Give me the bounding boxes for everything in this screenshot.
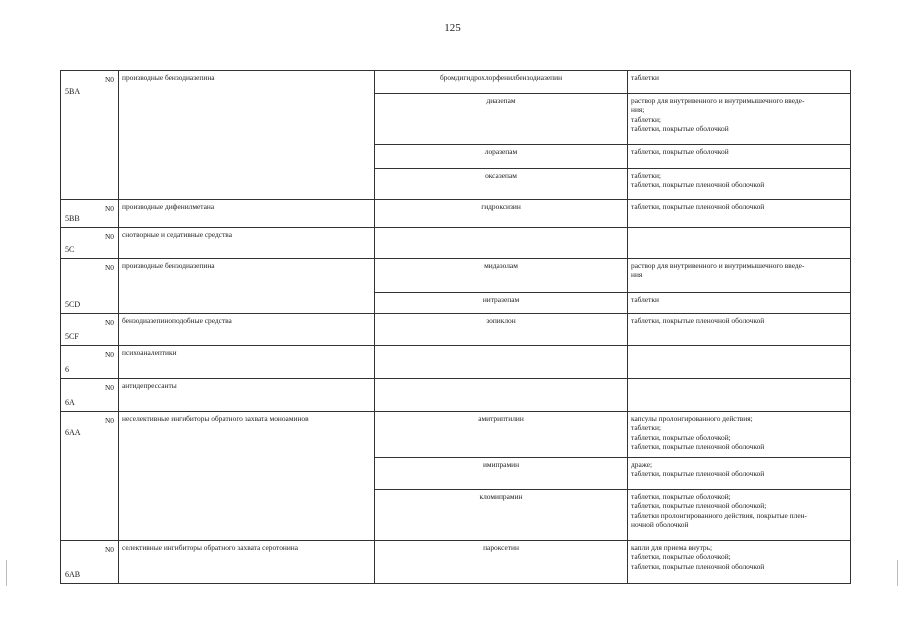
dosage-form-line: таблетки <box>631 73 659 82</box>
code-suffix: N0 <box>104 318 114 327</box>
drug-name: имипрамин <box>375 458 628 490</box>
atc-code-cell <box>61 541 119 584</box>
dosage-form-line: раствор для внутривенного и внутримышечного введе- <box>631 261 805 270</box>
dosage-form-line: таблетки пролонгированного действия, покрытые плен- <box>631 510 808 520</box>
dosage-forms <box>628 346 851 379</box>
atc-code-cell <box>61 259 119 314</box>
scan-edge-mark-right <box>897 560 898 586</box>
pharmacological-group: производные дифенилметана <box>119 200 375 228</box>
dosage-form-line: раствор для внутривенного и внутримышечного введе- <box>631 96 805 105</box>
dosage-form-line: таблетки; <box>631 114 661 124</box>
table-row <box>61 228 851 259</box>
atc-code: 5BB <box>65 213 80 223</box>
table-row <box>61 314 851 346</box>
table-row <box>61 200 851 228</box>
atc-code-cell <box>61 71 119 200</box>
pharmacological-group: снотворные и седативные средства <box>119 228 375 259</box>
pharmacological-group: производные бензодиазепина <box>119 71 375 200</box>
dosage-forms <box>628 228 851 259</box>
table-row <box>61 346 851 379</box>
dosage-forms <box>628 259 851 293</box>
table-row <box>61 71 851 94</box>
dosage-forms <box>628 200 851 228</box>
dosage-forms <box>628 458 851 490</box>
dosage-form-line: таблетки, покрытые оболочкой; <box>631 492 731 501</box>
drug-name: мидазолам <box>375 259 628 293</box>
drug-name: диазепам <box>375 94 628 145</box>
dosage-forms <box>628 379 851 412</box>
code-suffix: N0 <box>104 204 114 213</box>
dosage-forms <box>628 293 851 314</box>
dosage-form-line: ния <box>631 270 643 280</box>
drug-name: лоразепам <box>375 145 628 169</box>
code-suffix: N0 <box>104 263 114 272</box>
table-row <box>61 379 851 412</box>
pharmacological-group: производные бензодиазепина <box>119 259 375 314</box>
pharmacological-group: селективные ингибиторы обратного захвата серотонина <box>119 541 375 584</box>
atc-code: 5C <box>65 244 75 254</box>
dosage-form-line: драже; <box>631 460 653 469</box>
dosage-form-line: таблетки; <box>631 171 661 180</box>
dosage-form-line: таблетки, покрытые оболочкой; <box>631 552 731 562</box>
dosage-forms <box>628 71 851 94</box>
drug-name <box>375 228 628 259</box>
drug-name: оксазепам <box>375 169 628 200</box>
drug-name: нитразепам <box>375 293 628 314</box>
code-suffix: N0 <box>104 232 114 241</box>
atc-code: 5CF <box>65 331 79 341</box>
dosage-form-line: таблетки, покрытые пленочной оболочкой <box>631 442 765 452</box>
scan-edge-mark-left <box>6 560 7 586</box>
atc-code: 5CD <box>65 299 81 309</box>
drug-name: кломипрамин <box>375 490 628 541</box>
dosage-form-line: капли для приема внутрь; <box>631 543 713 552</box>
atc-code-cell <box>61 200 119 228</box>
drug-name <box>375 346 628 379</box>
dosage-forms <box>628 490 851 541</box>
code-suffix: N0 <box>104 75 114 84</box>
pharmacological-group: бензодиазепиноподобные средства <box>119 314 375 346</box>
drug-classification-table <box>60 70 851 584</box>
atc-code-cell <box>61 346 119 379</box>
atc-code-cell <box>61 314 119 346</box>
dosage-form-line: таблетки, покрытые пленочной оболочкой <box>631 316 765 325</box>
dosage-form-line: таблетки, покрытые оболочкой <box>631 124 729 134</box>
atc-code-cell <box>61 412 119 541</box>
atc-code: 6AB <box>65 569 81 579</box>
pharmacological-group: неселективные ингибиторы обратного захвата моноаминов <box>119 412 375 541</box>
dosage-form-line: капсулы пролонгированного действия; <box>631 414 753 423</box>
dosage-forms <box>628 94 851 145</box>
drug-name: бромдигидрохлорфенилбензодиазепин <box>375 71 628 94</box>
code-suffix: N0 <box>104 416 114 425</box>
dosage-form-line: ночной оболочкой <box>631 520 689 530</box>
table-row <box>61 259 851 293</box>
dosage-form-line: таблетки, покрытые пленочной оболочкой <box>631 561 765 571</box>
drug-name: пароксетин <box>375 541 628 584</box>
dosage-forms <box>628 412 851 458</box>
dosage-form-line: таблетки, покрытые оболочкой; <box>631 432 731 442</box>
drug-name: зопиклон <box>375 314 628 346</box>
dosage-form-line: таблетки, покрытые оболочкой <box>631 147 729 156</box>
page-number: 125 <box>444 22 461 34</box>
drug-name: гидроксизин <box>375 200 628 228</box>
code-suffix: N0 <box>104 545 114 554</box>
drug-name: амитриптилин <box>375 412 628 458</box>
atc-code: 6 <box>65 364 69 374</box>
table-row <box>61 412 851 458</box>
code-suffix: N0 <box>104 350 114 359</box>
dosage-forms <box>628 169 851 200</box>
pharmacological-group: антидепрессанты <box>119 379 375 412</box>
atc-code-cell <box>61 228 119 259</box>
dosage-forms <box>628 541 851 584</box>
dosage-form-line: таблетки, покрытые пленочной оболочкой; <box>631 501 767 511</box>
dosage-forms <box>628 314 851 346</box>
atc-code: 6A <box>65 397 75 407</box>
code-suffix: N0 <box>104 383 114 392</box>
dosage-form-line: таблетки, покрытые пленочной оболочкой <box>631 202 765 211</box>
pharmacological-group: психоаналептики <box>119 346 375 379</box>
dosage-forms <box>628 145 851 169</box>
dosage-form-line: таблетки, покрытые пленочной оболочкой <box>631 180 765 190</box>
table-row <box>61 541 851 584</box>
dosage-form-line: таблетки <box>631 295 659 304</box>
atc-code: 5BA <box>65 87 81 96</box>
drug-name <box>375 379 628 412</box>
dosage-form-line: таблетки; <box>631 423 661 433</box>
dosage-form-line: ния; <box>631 105 645 115</box>
dosage-form-line: таблетки, покрытые пленочной оболочкой <box>631 469 765 479</box>
atc-code-cell <box>61 379 119 412</box>
atc-code: 6AA <box>65 428 81 437</box>
